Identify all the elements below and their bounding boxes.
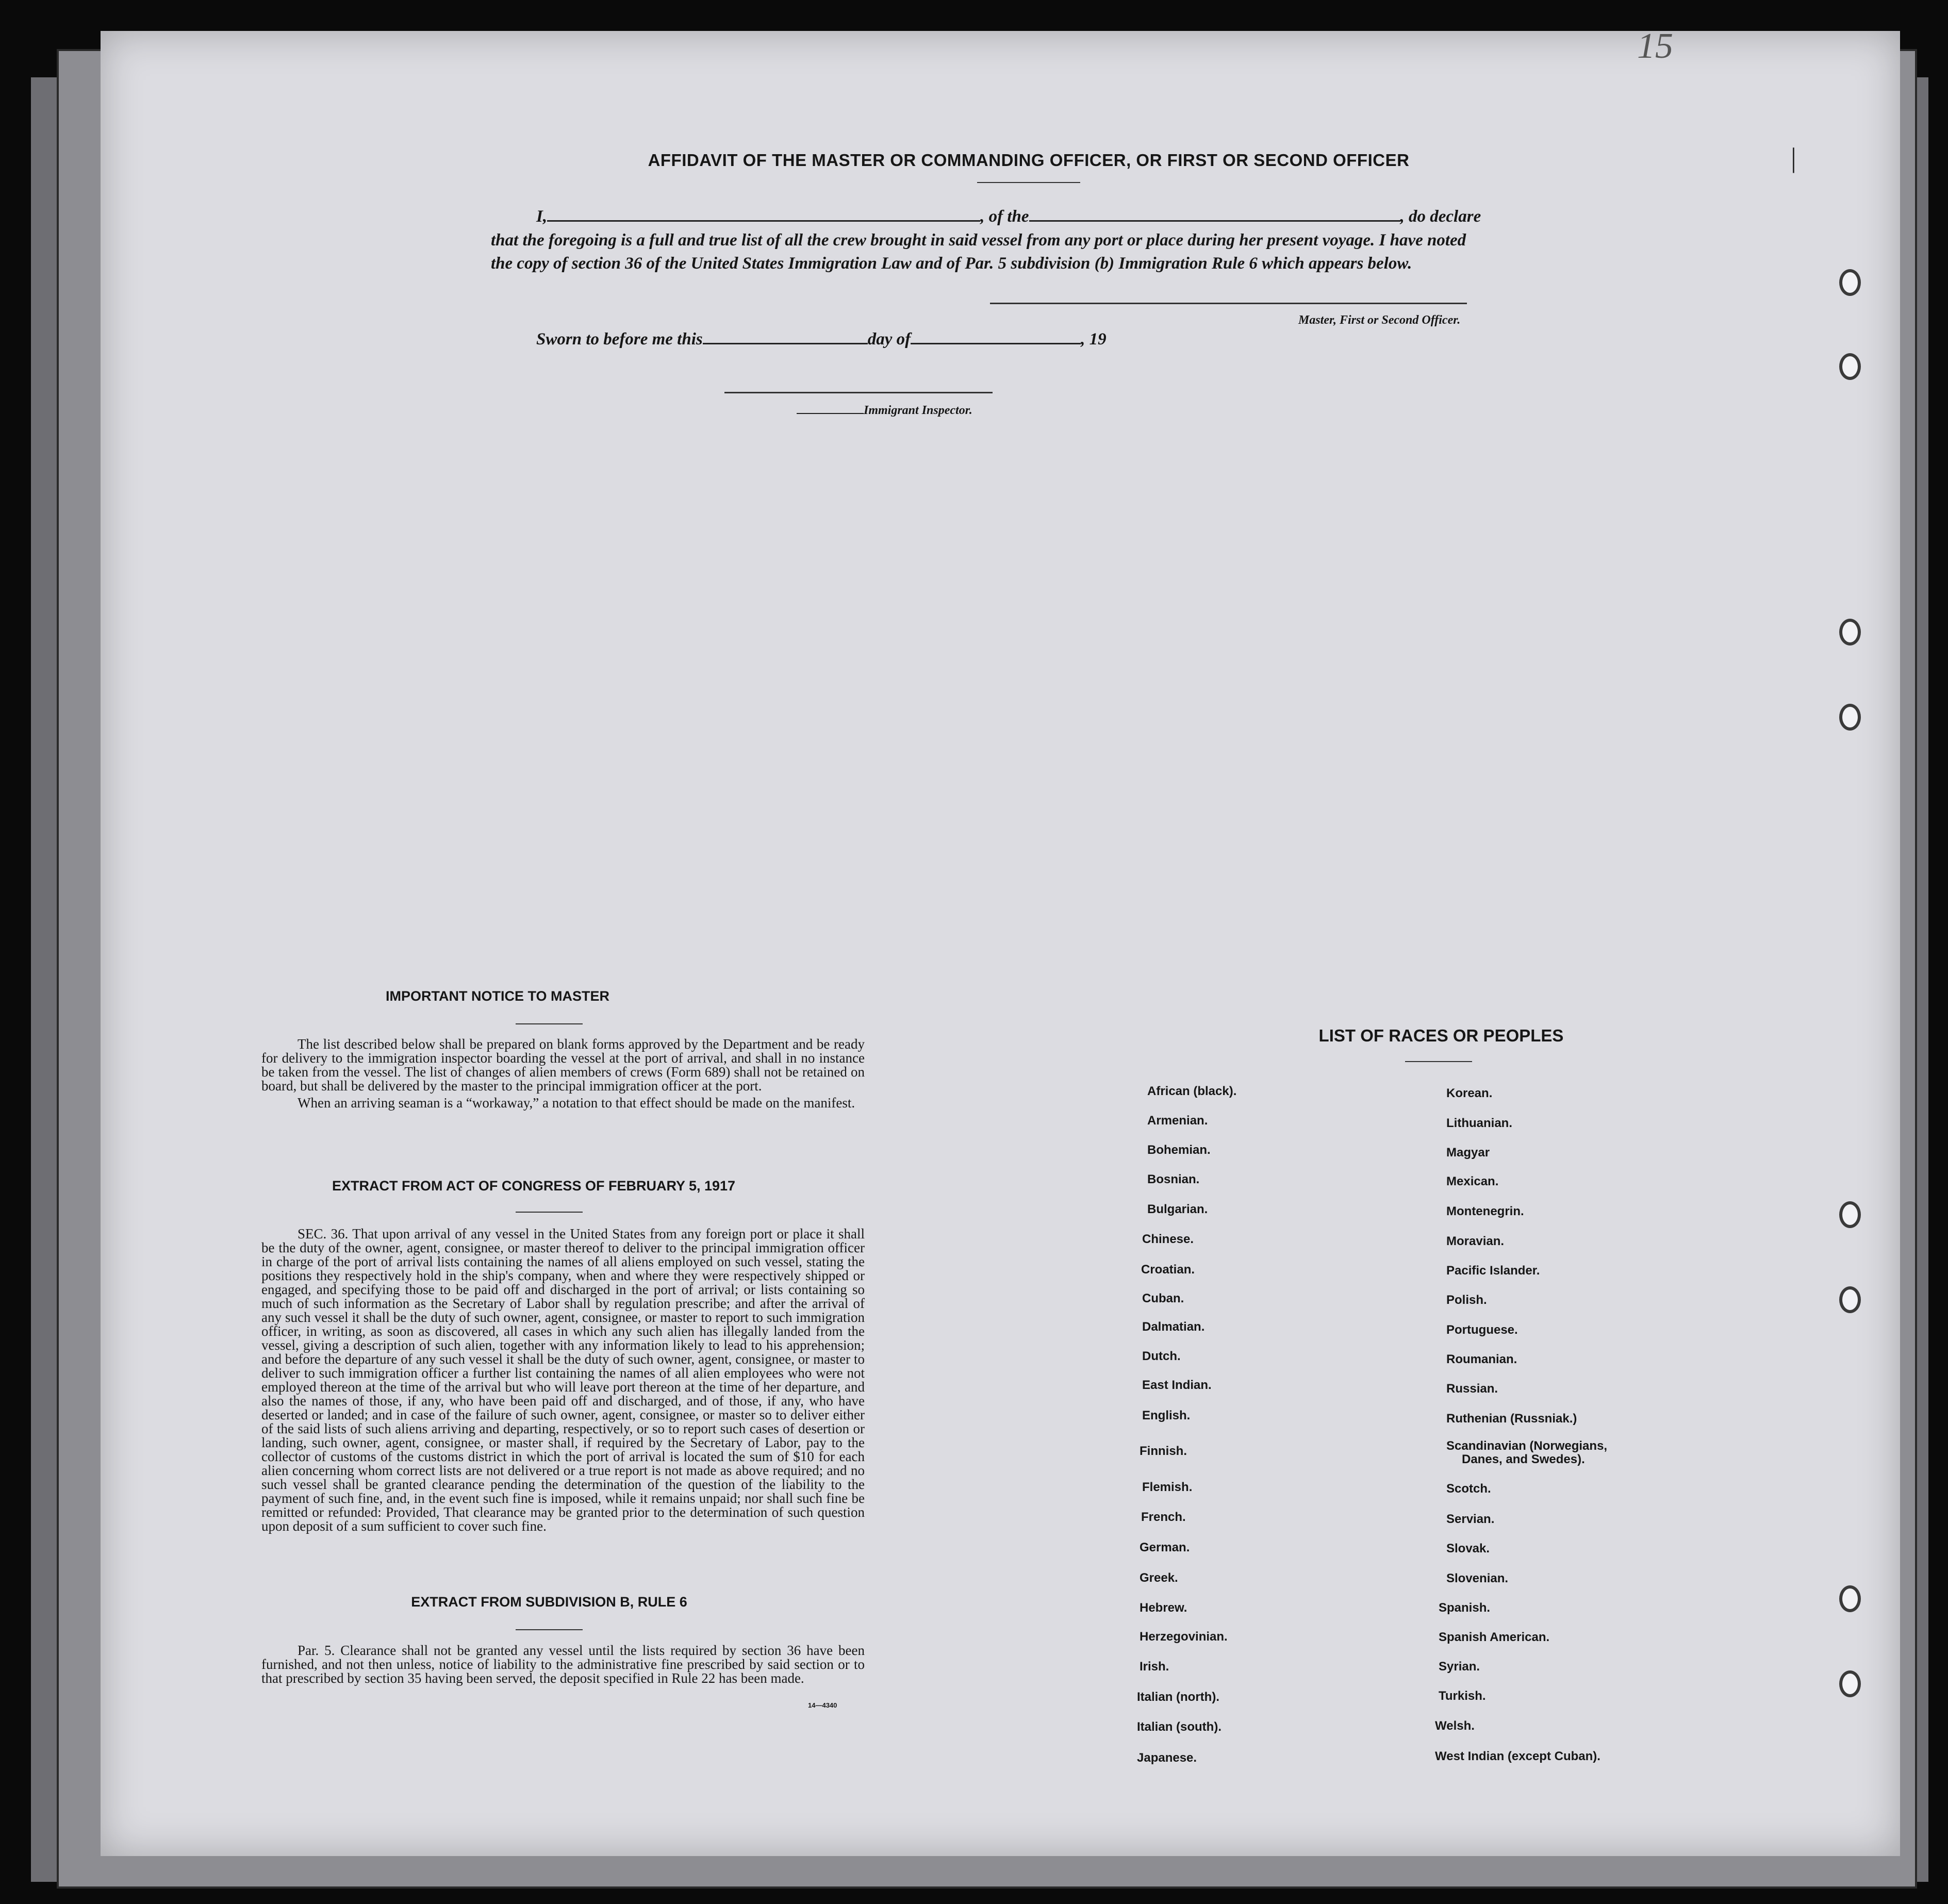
affidavit-text-line-2: that the foregoing is a full and true list of all the crew brought in said vessel from any port or place during her present voyage. I have noted <box>491 231 1466 250</box>
race-item: Slovak. <box>1446 1542 1490 1555</box>
inspector-signature-line <box>724 392 993 393</box>
race-item: Syrian. <box>1439 1660 1480 1674</box>
race-item: Russian. <box>1446 1382 1498 1396</box>
race-item: Chinese. <box>1142 1232 1194 1246</box>
race-item: German. <box>1140 1541 1190 1554</box>
race-item: Turkish. <box>1439 1689 1486 1703</box>
race-item: English. <box>1142 1409 1191 1422</box>
affidavit-text-line-3: the copy of section 36 of the United States Immigration Law and of Par. 5 subdivision (b) Immigration Rule 6 which appears below. <box>491 254 1412 273</box>
race-item: Greek. <box>1140 1571 1178 1585</box>
binder-hole <box>1839 1670 1861 1697</box>
race-item: Hebrew. <box>1140 1601 1187 1615</box>
binder-hole <box>1839 1585 1861 1612</box>
binder-hole <box>1839 1201 1861 1228</box>
notice-paragraph-1: The list described below shall be prepared on blank forms approved by the Department and be ready for delivery to the immigration inspector boarding the vessel at the port of arrival, and shall in no instance be taken from the vessel. The list of changes of alien members of crews (Form 689) shall not be retained on board, but shall be delivered by the master to the principal immigration officer at the port. <box>261 1036 865 1094</box>
binder-hole <box>1839 619 1861 645</box>
race-item: Scotch. <box>1446 1482 1491 1496</box>
race-item: Roumanian. <box>1446 1352 1517 1366</box>
race-item: Mexican. <box>1446 1174 1499 1188</box>
race-item: Italian (north). <box>1137 1690 1219 1704</box>
binder-hole <box>1839 1286 1861 1313</box>
race-item: Spanish. <box>1439 1601 1491 1615</box>
binder-hole <box>1839 353 1861 380</box>
act-extract-body <box>261 1227 865 1533</box>
rule-extract-body <box>261 1644 865 1685</box>
page-number: 15 <box>1637 26 1673 66</box>
race-item: Dalmatian. <box>1142 1320 1205 1334</box>
rule-extract-text: Par. 5. Clearance shall not be granted any vessel until the lists required by section 36 have been furnished, and not then unless, notice of liability to the administrative fine prescribed by said section or to that prescribed by section 35 having been served, the deposit specified in Rule 22 has been made. <box>261 1643 865 1686</box>
race-item: Magyar <box>1446 1146 1490 1160</box>
notice-body <box>261 1037 865 1110</box>
race-item: Bulgarian. <box>1147 1202 1208 1216</box>
title-divider <box>977 182 1080 183</box>
race-item: African (black). <box>1147 1084 1237 1098</box>
race-item: East Indian. <box>1142 1378 1212 1392</box>
race-item: Dutch. <box>1142 1349 1181 1363</box>
rule-extract-divider <box>516 1629 583 1630</box>
binder-hole <box>1839 704 1861 731</box>
affidavit-title: AFFIDAVIT OF THE MASTER OR COMMANDING OFFICER, OR FIRST OR SECOND OFFICER <box>648 151 1410 170</box>
act-extract-title: EXTRACT FROM ACT OF CONGRESS OF FEBRUARY 5, 1917 <box>332 1178 736 1194</box>
margin-tick-mark: | <box>1791 142 1796 173</box>
races-divider <box>1405 1061 1472 1062</box>
race-item: Finnish. <box>1140 1444 1187 1458</box>
race-item: West Indian (except Cuban). <box>1435 1749 1600 1763</box>
race-item: Montenegrin. <box>1446 1204 1524 1218</box>
race-item: Japanese. <box>1137 1751 1197 1765</box>
sworn-line: Sworn to before me this day of , 19 <box>536 330 1107 349</box>
form-number: 14—4340 <box>808 1701 837 1709</box>
manifest-page <box>101 26 1900 1856</box>
act-extract-text: SEC. 36. That upon arrival of any vessel in the United States from any foreign port or place it shall be the duty of the owner, agent, consignee, or master thereof to deliver to the principal immigration officer in charge of the port of arrival lists containing the names of all aliens employed on such vessel, stating the positions they respectively hold in the ship's company, when and where they were respectively shipped or engaged, and specifying those to be paid off and discharged in the port of arrival; or lists containing so much of such information as the Secretary of Labor shall by regulation prescribe; and after the arrival of any such vessel it shall be the duty of such owner, agent, consignee, or master to report to such immigration officer, in writing, as soon as discovered, all cases in which any such alien has illegally landed from the vessel, giving a description of such alien, together with any information likely to lead to his apprehension; and before the departure of any such vessel it shall be the duty of such owner, agent, consignee, or master to deliver to such immigration officer a further list containing the names of all alien employees who were not employed thereon at the time of the arrival but who will leave port thereon at the time of her departure, and also the names of those, if any, who have been paid off and discharged, and of those, if any, who have deserted or landed; and in case of the failure of such owner, agent, consignee, or master so to deliver either of the said lists of such aliens arriving and departing, respectively, or so to report such cases of desertion or landing, such owner, agent, consignee, or master shall, if required by the Secretary of Labor, pay to the collector of customs of the customs district in which the port of arrival is located the sum of $10 for each alien concerning whom correct lists are not delivered or a true report is not made as above required; and no such vessel shall be granted clearance pending the determination of the question of the liability to the payment of such fine, and, in the event such fine is imposed, while it remains unpaid; nor shall such fine be remitted or refunded: Provided, That clearance may be granted prior to the determination of such question upon deposit of a sum sufficient to cover such fine. <box>261 1226 865 1534</box>
race-item: French. <box>1141 1510 1186 1524</box>
race-item: Slovenian. <box>1446 1571 1509 1585</box>
affidavit-declaration-line: I, , of the , do declare <box>536 207 1481 226</box>
binder-hole <box>1839 269 1861 296</box>
race-item: Welsh. <box>1435 1719 1475 1733</box>
race-item: Herzegovinian. <box>1140 1630 1228 1644</box>
race-item: Pacific Islander. <box>1446 1264 1540 1278</box>
race-item: Spanish American. <box>1439 1630 1550 1644</box>
master-signature-caption: Master, First or Second Officer. <box>1298 313 1461 327</box>
race-item: Croatian. <box>1141 1263 1195 1277</box>
race-item: Italian (south). <box>1137 1720 1221 1734</box>
race-item: Lithuanian. <box>1446 1116 1512 1130</box>
inspector-caption: Immigrant Inspector. <box>797 404 972 418</box>
notice-title: IMPORTANT NOTICE TO MASTER <box>386 988 609 1004</box>
race-item: Cuban. <box>1142 1292 1184 1305</box>
act-extract-divider <box>516 1212 583 1213</box>
race-item: Danes, and Swedes). <box>1462 1452 1585 1466</box>
notice-divider <box>516 1023 583 1024</box>
race-item: Ruthenian (Russniak.) <box>1446 1412 1577 1426</box>
race-item: Irish. <box>1140 1660 1169 1674</box>
race-item: Bohemian. <box>1147 1143 1211 1157</box>
race-item: Scandinavian (Norwegians, <box>1446 1439 1608 1453</box>
race-item: Moravian. <box>1446 1234 1505 1248</box>
race-item: Armenian. <box>1147 1114 1208 1128</box>
race-item: Servian. <box>1446 1512 1495 1526</box>
race-item: Portuguese. <box>1446 1323 1518 1337</box>
race-item: Bosnian. <box>1147 1172 1200 1186</box>
master-signature-line <box>990 303 1467 304</box>
races-title: LIST OF RACES OR PEOPLES <box>1318 1026 1564 1045</box>
race-item: Flemish. <box>1142 1480 1193 1494</box>
notice-paragraph-2: When an arriving seaman is a “workaway,” a notation to that effect should be made on the manifest. <box>298 1095 855 1111</box>
race-item: Polish. <box>1446 1293 1487 1307</box>
rule-extract-title: EXTRACT FROM SUBDIVISION B, RULE 6 <box>411 1594 687 1610</box>
race-item: Korean. <box>1446 1086 1493 1100</box>
